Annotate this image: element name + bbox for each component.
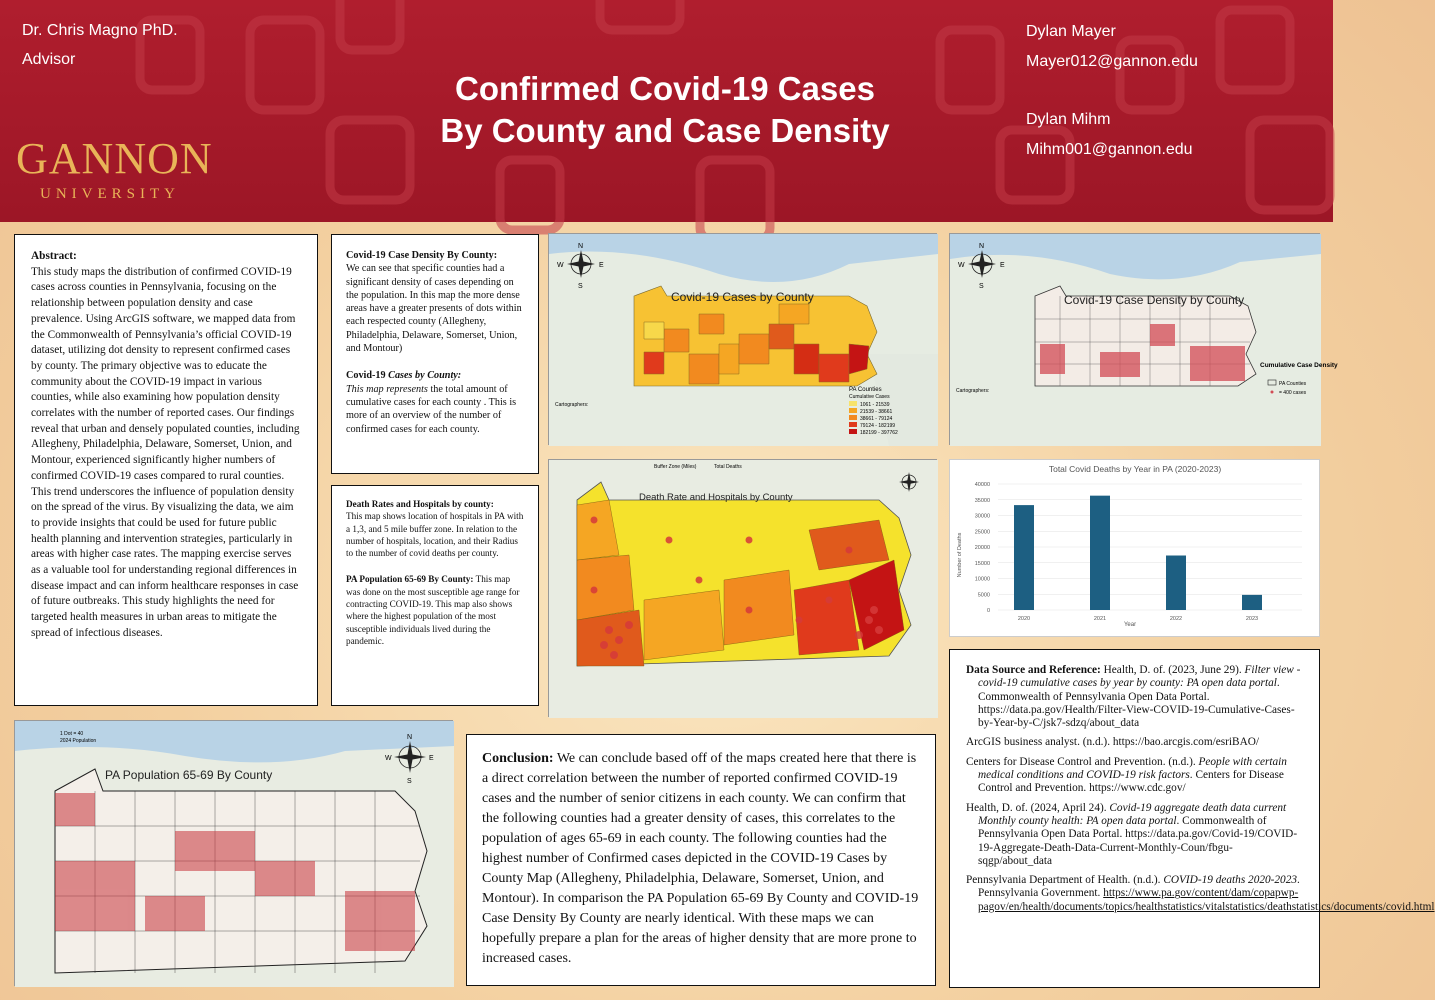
advisor-role: Advisor: [22, 51, 76, 68]
density-text: We can see that specific counties had a significant density of cases depending on the population. In this map the more dense areas have a greater presents of dots within each respected county (Allegheny, Philadelphia, Delaware, Somerset, Union, and Montour): [346, 263, 522, 355]
author2-name: Dylan Mihm: [1026, 111, 1111, 128]
conclusion-text: Conclusion: We can conclude based off of the maps created here that there is a direct correlation between the number of reported confirmed COVID-19 cases and the number of senior citizens in each county. We can confirm that the following counties had a greater density of cases, this correlates to the population of ages 65-69 in each county. The following counties had the highest number of Confirmed cases depicted in the COVID-19 Cases by County Map (Allegheny, Philadelphia, Delaware, Somerset, Union, and Montour). In comparison the PA Population 65-69 By County and COVID-19 Case Density By County are nearly identical. With these maps we can hopefully prepare a plan for the areas of higher density that are more prone to increased cases.: [482, 751, 919, 966]
chart-x-axis-label: Year: [1123, 622, 1137, 628]
density-description-box: [331, 234, 539, 474]
chart-y-tick-label: 35000: [974, 497, 990, 504]
cases-heading: Covid-19 Cases by County:: [346, 370, 462, 382]
population-65-69-map: [14, 720, 453, 986]
chart-bar-2023: [1242, 595, 1262, 610]
abstract-text: This study maps the distribution of confirmed COVID-19 cases across counties in Pennsylvania, focusing on the relationship between population density and case prevalence. Using ArcGIS software, we mapped data from the Commonwealth of Pennsylvania’s official COVID-19 dataset, utilizing dot density to represent confirmed cases by county. The primary objective was to educate the community about the COVID-19 impact in various counties, while also examining how population density correlates with the number of reported cases. Our findings reveal that urban and densely populated counties, including Allegheny, Philadelphia, Delaware, Somerset, Union, and Montour, experienced significantly higher numbers of confirmed COVID-19 cases compared to rural counties. This trend underscores the influence of population density on the spread of the virus. By visualizing the data, we aim to provide insights that could be used for future public health planning and intervention strategies, particularly in areas with higher case rates. The mapping exercise serves as a valuable tool for understanding regional differences in disease impact and can inform healthcare responses in case of future outbreaks. This study highlights the need for targeted health measures in urban areas to mitigate the spread of infectious diseases.: [31, 265, 300, 639]
svg-text:N: N: [407, 734, 413, 741]
svg-text:Cumulative Cases: Cumulative Cases: [849, 394, 890, 400]
chart-bar-2022: [1166, 556, 1186, 610]
title-line-2: By County and Case Density: [440, 112, 890, 149]
chart-bar-2020: [1014, 505, 1034, 610]
population-legend-line1: 1 Dot = 40: [60, 731, 84, 737]
svg-text:1061 - 21539: 1061 - 21539: [860, 402, 890, 408]
death-description-box: [331, 485, 539, 706]
svg-text:Buffer Zone (Miles): Buffer Zone (Miles): [654, 464, 697, 470]
death-map-title: Death Rate and Hospitals by County: [639, 492, 793, 503]
cases-map-credits: Cartographers:: [555, 402, 589, 408]
svg-text:38661 - 79124: 38661 - 79124: [860, 416, 893, 422]
density-map-title: Covid-19 Case Density by County: [1064, 293, 1245, 307]
svg-text:S: S: [407, 778, 412, 785]
chart-x-tick-label: 2022: [1169, 616, 1183, 622]
cases-by-county-map: [548, 233, 937, 445]
chart-bar-2021: [1090, 496, 1110, 610]
abstract-box: [14, 234, 318, 706]
chart-y-tick-label: 15000: [974, 560, 990, 567]
svg-text:W: W: [385, 755, 392, 762]
reference-3: Centers for Disease Control and Prevention. (n.d.). People with certain medical conditions and COVID-19 risk factors. Centers for Disease Control and Prevention. https://www.cdc.gov/: [966, 755, 1287, 795]
svg-text:E: E: [429, 755, 434, 762]
density-map-credits: Cartographers:: [956, 388, 990, 394]
chart-y-tick-label: 5000: [977, 592, 990, 599]
svg-text:N: N: [578, 243, 584, 250]
university-logo-sub: UNIVERSITY: [40, 186, 180, 202]
chart-y-tick-label: 30000: [974, 513, 990, 520]
cases-text: This map represents the total amount of cumulative cases for each county . This is more of an overview of the number of confirmed cases for each county.: [346, 383, 517, 435]
advisor-name: Dr. Chris Magno PhD.: [22, 22, 178, 39]
svg-text:S: S: [578, 283, 583, 290]
svg-text:Cumulative Case Density: Cumulative Case Density: [1260, 362, 1338, 369]
chart-title: Total Covid Deaths by Year in PA (2020-2023): [1048, 464, 1222, 474]
svg-text:21539 - 38661: 21539 - 38661: [860, 409, 893, 415]
case-density-map: [949, 233, 1338, 445]
population-map-title: PA Population 65-69 By County: [105, 768, 273, 782]
chart-x-tick-label: 2021: [1093, 616, 1107, 622]
author1-email[interactable]: Mayer012@gannon.edu: [1026, 53, 1198, 70]
death-rate-hospitals-map: [548, 459, 937, 717]
chart-x-tick-label: 2023: [1245, 616, 1259, 622]
abstract-heading: Abstract:: [31, 250, 77, 262]
density-heading: Covid-19 Case Density By County:: [346, 250, 498, 261]
chart-y-axis-label: Number of Deaths: [957, 532, 963, 578]
cases-map-title: Covid-19 Cases by County: [671, 290, 814, 304]
chart-y-tick-label: 0: [986, 608, 990, 614]
svg-text:PA Counties: PA Counties: [1279, 381, 1307, 387]
svg-text:W: W: [557, 262, 564, 269]
svg-text:PA Counties: PA Counties: [849, 387, 882, 393]
deaths-chart-panel: [949, 459, 1320, 637]
svg-text:79124 - 182199: 79124 - 182199: [860, 423, 896, 429]
university-logo-word: GANNON: [16, 134, 213, 183]
svg-text:= 400 cases: = 400 cases: [1279, 390, 1307, 396]
chart-x-tick-label: 2020: [1017, 616, 1031, 622]
death-text: This map shows location of hospitals in PA with a 1,3, and 5 mile buffer zone. In relation to the number of hospitals, location, and their Radius to the number of covid deaths per county.: [346, 511, 524, 559]
chart-y-tick-label: 40000: [974, 482, 990, 488]
population-desc: PA Population 65-69 By County: This map was done on the most susceptible age range for contracting COVID-19. This map also shows where the highest population of the most susceptible individuals lived during the pandemic.: [346, 574, 520, 646]
poster-title: [330, 68, 1000, 152]
reference-4: Health, D. of. (2024, April 24). Covid-19 aggregate death data current Monthly county health: PA open data portal. Commonwealth of Pennsylvania Open Data Portal. https://data.pa.gov/Covid-19/COVID-19-Aggregate-Death-Data-Current-Monthly-Coun/fbgu-sqgp/about_data: [966, 801, 1298, 867]
chart-y-tick-label: 10000: [974, 576, 990, 583]
chart-y-tick-label: 20000: [974, 545, 990, 551]
svg-text:Total Deaths: Total Deaths: [714, 464, 742, 470]
death-heading: Death Rates and Hospitals by county:: [346, 499, 494, 509]
title-line-1: Confirmed Covid-19 Cases: [455, 70, 875, 107]
svg-text:W: W: [958, 262, 965, 269]
svg-text:N: N: [979, 243, 985, 250]
reference-5-link[interactable]: https://www.pa.gov/content/dam/copapwp-pagov/en/health/documents/topics/healthstatistics/vitalstatistics/deathstatistics/documents/covid.html: [978, 887, 1435, 913]
population-legend-line2: 2024 Population: [60, 738, 97, 744]
poster-header: [0, 0, 1333, 222]
reference-2: ArcGIS business analyst. (n.d.). https://bao.arcgis.com/esriBAO/: [966, 736, 1260, 749]
author1-name: Dylan Mayer: [1026, 23, 1116, 40]
svg-text:182199 - 397762: 182199 - 397762: [860, 430, 898, 436]
conclusion-box: [466, 734, 936, 986]
svg-text:E: E: [1000, 262, 1005, 269]
deaths-bar-chart: [950, 460, 1321, 638]
svg-text:E: E: [599, 262, 604, 269]
references-box: [949, 649, 1435, 988]
chart-y-tick-label: 25000: [974, 529, 990, 536]
reference-1: Data Source and Reference: Health, D. of. (2023, June 29). Filter view - covid-19 cumulative cases by year by county: PA open data portal. Commonwealth of Pennsylvania Open Data Portal. https://data.pa.gov/Health/Filter-View-COVID-19-Cumulative-Cases-by-Year-by-C/jsk7-sdzq/about_data: [966, 664, 1301, 730]
svg-text:S: S: [979, 283, 984, 290]
reference-5: Pennsylvania Department of Health. (n.d.). COVID-19 deaths 2020-2023. Pennsylvania Government. https://www.pa.gov/content/dam/copapwp-pagov/en/health/documents/topics/healthstatistics/vitalstatistics/deathstatistics/documents/covid.html: [966, 874, 1435, 913]
author2-email[interactable]: Mihm001@gannon.edu: [1026, 141, 1193, 158]
